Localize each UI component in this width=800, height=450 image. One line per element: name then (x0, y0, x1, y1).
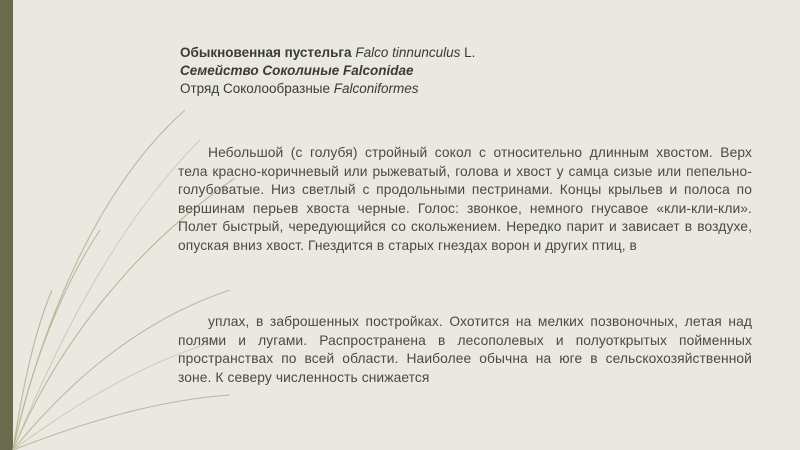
species-name-latin: Falco tinnunculus (355, 45, 461, 60)
description-paragraph-2 (178, 313, 752, 387)
grass-line-4 (13, 230, 100, 450)
grass-line-7 (13, 140, 200, 450)
species-name-ru: Обыкновенная пустельга (180, 45, 352, 60)
description-paragraph-1 (178, 144, 752, 256)
species-author: L. (460, 45, 476, 60)
species-name-line (180, 44, 740, 62)
paragraph-2-text: уплах, в заброшенных постройках. Охотится на мелких позвоночных, летая над полями и лугами. Распространена в лесополевых и полуоткрытых пойменных пространствах по всей области. Наиболее обычна на юге в сельскохозяйственной зоне. К северу численность снижается (178, 314, 752, 385)
family-line: Семейство Соколиные Falconidae (180, 63, 414, 78)
grass-line-6 (13, 395, 230, 450)
order-name-ru: Отряд Соколообразные (180, 81, 334, 96)
paragraph-1-text: Небольшой (с голубя) стройный сокол с относительно длинным хвостом. Верх тела красно-коричневый или рыжеватый, голова и хвост у самца сизые или пепельно-голубоватые. Низ светлый с продольными пестринами. Концы крыльев и полоса по вершинам перьев хвоста черные. Голос: звонкое, немного гнусавое «кли-кли-кли». Полет быстрый, чередующийся со скольжением. Нередко парит и зависает в воздухе, опуская вниз хвост. Гнездится в старых гнездах ворон и других птиц, в (178, 145, 752, 253)
grass-line-1 (13, 110, 185, 450)
order-name-latin: Falconiformes (333, 81, 419, 96)
species-title-block (180, 44, 740, 98)
order-line (180, 80, 740, 98)
